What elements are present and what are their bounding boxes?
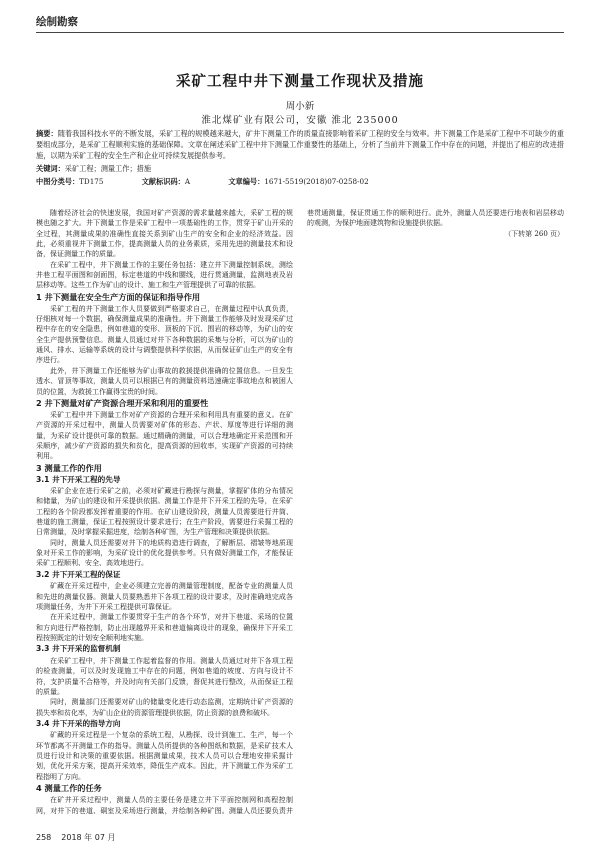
abstract (36, 128, 564, 161)
body-columns (36, 208, 564, 823)
keywords-line (36, 163, 564, 174)
body-paragraph: 采矿工程的井下测量工作人员要做到严格要求自己，在测量过程中认真负责，仔细核对每一个数据，确保测量成果的准确性。井下测量工作能够及时发现采矿过程中存在的安全隐患，例如巷道的变形、顶板的下沉、围岩的移动等，为矿山的安全生产提供预警信息。测量人员通过对井下各种数据的采集与分析，可以为矿山的通风、排水、运输等系统的设计与调整提供科学依据，从而保证矿山生产的安全有序进行。 (36, 304, 293, 365)
body-paragraph: 矿藏在开采过程中，企业必须建立完善的测量管理制度，配备专业的测量人员和先进的测量仪器。测量人员要熟悉井下各项工程的设计要求，及时准确地完成各项测量任务，为井下开采工程提供可靠保证。 (36, 582, 293, 611)
clc-label: 中图分类号： (36, 177, 80, 186)
intro-paragraph: 随着经济社会的快速发展，我国对矿产资源的需求量越来越大，采矿工程的规模也随之扩大。井下测量工作是采矿工程中一项基础性的工作，贯穿于矿山开采的全过程，其测量成果的准确性直接关系到矿山生产的安全和企业的经济效益。因此，必须重视井下测量工作，提高测量人员的业务素质，采用先进的测量技术和设备，保证测量工作的质量。 (36, 209, 293, 259)
page-footer (36, 832, 125, 843)
section-heading: 4 测量工作的任务 (36, 783, 102, 794)
page-number: 258 (36, 833, 52, 842)
issue-date: 2018 年 07 月 (61, 833, 116, 842)
doc-group (142, 177, 208, 186)
section-heading: 2 井下测量对矿产资源合理开采和利用的重要性 (36, 397, 209, 408)
article-title: 采矿工程中井下测量工作现状及措施 (176, 74, 424, 90)
body-paragraph: 采矿工程中井下测量工作对矿产资源的合理开采和利用具有重要的意义。在矿产资源的开采过程中，测量人员需要对矿体的形态、产状、厚度等进行详细的测量，为采矿设计提供可靠的数据。通过精确的测量，可以合理地确定开采范围和开采顺序，减少矿产资源的损失和贫化，提高资源的回收率，实现矿产资源的可持续利用。 (36, 410, 293, 461)
classification-line (36, 176, 564, 187)
subsection-heading: 3.3 井下开采的监督机制 (36, 644, 121, 654)
doc-code-label: 文献标识码： (141, 177, 185, 186)
subsection-heading: 3.4 井下开采的指导方向 (36, 718, 121, 728)
body-paragraph: 在开采过程中，测量工作要贯穿于生产的各个环节，对井下巷道、采场的位置和方向进行严格控制，防止出现越界开采和巷道偏离设计的现象，确保井下开采工程按照既定的计划安全顺利地实施。 (36, 613, 293, 643)
clc-value: TD175 (79, 177, 104, 186)
article-affiliation: 淮北煤矿业有限公司，安徽 淮北 235000 (201, 115, 399, 126)
header-rule (36, 32, 564, 33)
abstract-text: 随着我国科技水平的不断发展，采矿工程的规模越来越大，矿井下测量工作的质量直接影响着采矿工程的安全与效率。井下测量工作是采矿工程中不可缺少的重要组成部分，是采矿工程顺利实施的基础保障。文章在阐述采矿工程中井下测量工作重要性的基础上，分析了当前井下测量工作中存在的问题，并提出了相应的改进措施，以期为采矿工程的安全生产和企业可持续发展提供参考。 (36, 129, 564, 160)
abstract-block (36, 128, 564, 187)
body-paragraph: 矿藏的开采过程是一个复杂的系统工程，从勘探、设计到施工、生产，每一个环节都离不开测量工作的指导。测量人员所提供的各种图纸和数据，是采矿技术人员进行设计和决策的重要依据。根据测量成果，技术人员可以合理地安排采掘计划，优化开采方案，提高开采效率，降低生产成本。因此，井下测量工作为采矿工程指明了方向。 (36, 731, 293, 781)
body-paragraph: 同时，测量部门还需要对矿山的储量变化进行动态监测，定期统计矿产资源的损失率和贫化率，为矿山企业的资源管理提供依据，防止资源的浪费和破坏。 (36, 698, 293, 717)
body-paragraph: 此外，井下测量工作还能够为矿山事故的救援提供准确的位置信息。一旦发生透水、冒顶等事故，测量人员可以根据已有的测量资料迅速确定事故地点和被困人员的位置，为救援工作赢得宝贵的时间。 (36, 366, 293, 396)
subsection-heading: 3.1 井下开采工程的先导 (36, 474, 121, 484)
article-no-group (228, 177, 386, 186)
section-heading: 3 测量工作的作用 (36, 462, 102, 473)
continued-note: （下转第 260 页） (504, 229, 564, 238)
article-no-value: 1671-5519(2018)07-0258-02 (264, 177, 369, 186)
keywords-label: 关键词： (36, 164, 65, 173)
article-author: 周小新 (285, 101, 315, 112)
abstract-label: 摘要： (36, 129, 58, 138)
body-paragraph: 在矿井开采过程中，测量人员的主要任务是建立井下平面控制网和高程控制网，对井下的巷道、硐室及采场进行测量，并绘制各种矿图。测量人员还要负责井巷贯通测量，保证贯通工作的顺利进行。此外，测量人员还要进行地表和岩层移动的观测，为保护地面建筑物和设施提供依据。 (36, 209, 564, 815)
intro-paragraph: 在采矿工程中，井下测量工作的主要任务包括：建立井下测量控制系统，测绘井巷工程平面图和剖面图，标定巷道的中线和腰线，进行贯通测量，监测地表及岩层移动等。这些工作为矿山的设计、施工和生产管理提供了可靠的依据。 (36, 260, 293, 290)
body-paragraph: 采矿企业在进行采矿之前，必须对矿藏进行勘探与测量，掌握矿体的分布情况和储量，为矿山的建设和开采提供依据。测量工作是井下开采工程的先导，在采矿工程的各个阶段都发挥着重要的作用。在矿山建设阶段，测量人员需要进行井筒、巷道的施工测量，保证工程按照设计要求进行；在生产阶段，需要进行采掘工程的日常测量，及时掌握采掘进度，绘制各种矿图，为生产管理和决策提供依据。 (36, 487, 293, 537)
section-heading: 1 井下测量在安全生产方面的保证和指导作用 (36, 291, 201, 302)
body-paragraph: 同时，测量人员还需要对井下的地质构造进行调查，了解断层、褶皱等地质现象对开采工作的影响，为采矿设计的优化提供参考。只有做好测量工作，才能保证采矿工程顺利、安全、高效地进行。 (36, 538, 293, 568)
subsection-heading: 3.2 井下开采工程的保证 (36, 569, 121, 579)
body-paragraph: 在采矿工程中，井下测量工作起着监督的作用。测量人员通过对井下各项工程的检查测量，可以及时发现施工中存在的问题，例如巷道的坡度、方向与设计不符，支护质量不合格等，并及时向有关部门反馈，督促其进行整改，从而保证工程的质量。 (36, 656, 293, 696)
article-no-label: 文章编号： (228, 177, 265, 186)
journal-section-label: 绘制勘察 (36, 16, 78, 28)
keywords: 采矿工程；测量工作；措施 (64, 164, 152, 173)
clc-group (36, 177, 121, 186)
doc-code-value: A (184, 177, 191, 186)
